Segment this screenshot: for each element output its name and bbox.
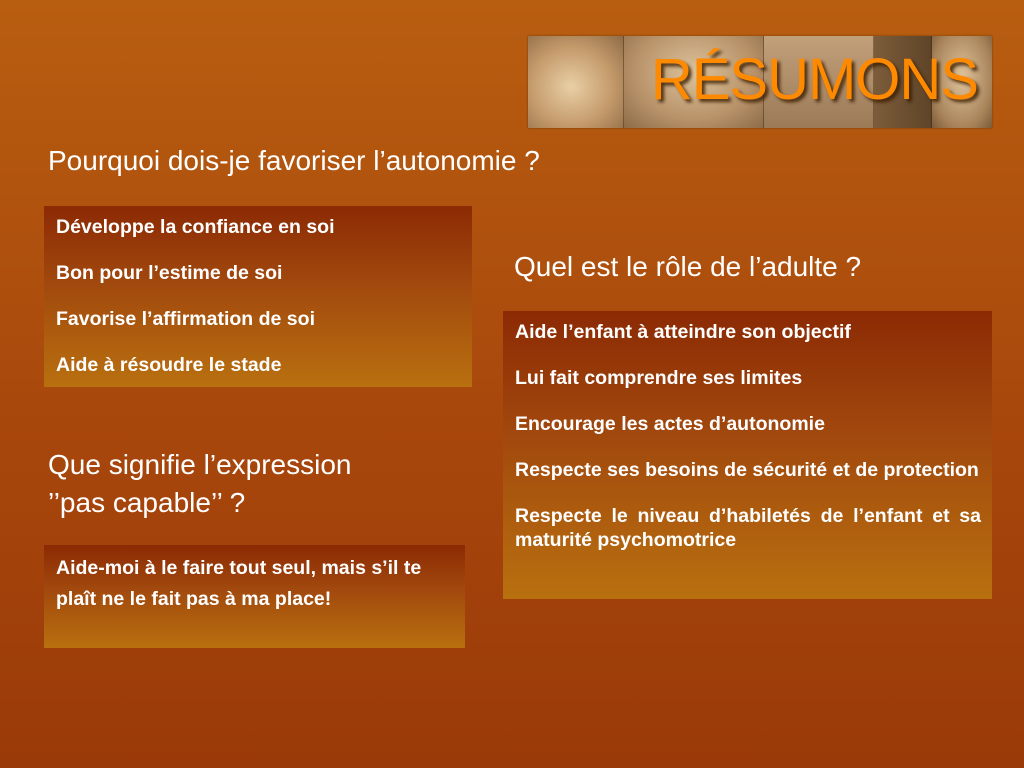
answer-box-adult-role xyxy=(503,311,992,599)
answer-item: Favorise l’affirmation de soi xyxy=(56,308,315,330)
answer-item: Respecte ses besoins de sécurité et de protection xyxy=(515,459,979,481)
answer-box-pas-capable: Aide-moi à le faire tout seul, mais s’il te plaît ne le fait pas à ma place! xyxy=(44,545,465,648)
answer-item: Bon pour l’estime de soi xyxy=(56,262,283,284)
answer-item: Développe la confiance en soi xyxy=(56,216,335,238)
title-banner xyxy=(528,36,992,128)
question-adult-role: Quel est le rôle de l’adulte ? xyxy=(514,251,862,282)
answer-item: Lui fait comprendre ses limites xyxy=(515,367,803,389)
slide-title: RÉSUMONS xyxy=(650,47,978,112)
answer-box-autonomy xyxy=(44,206,472,387)
answer-item: Aide à résoudre le stade xyxy=(56,354,282,376)
answer-item: Aide l’enfant à atteindre son objectif xyxy=(515,321,851,343)
answer-item: Respecte le niveau d’habiletés de l’enfant et sa maturité psychomotrice xyxy=(515,505,981,551)
question-autonomy: Pourquoi dois-je favoriser l’autonomie ? xyxy=(48,145,540,176)
answer-item: Encourage les actes d’autonomie xyxy=(515,413,825,435)
question-pas-capable: Que signifie l’expression ’’pas capable’’ ? xyxy=(48,449,352,518)
